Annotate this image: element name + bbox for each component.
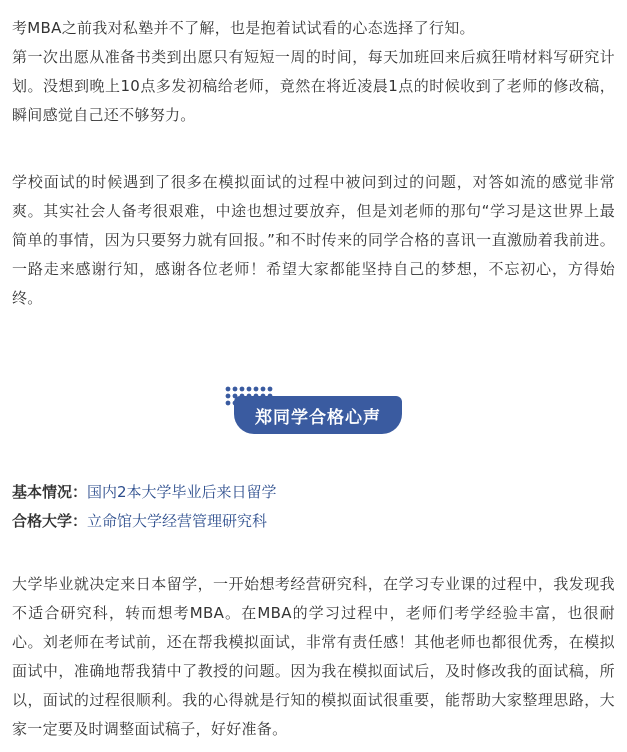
admitted-school-value: 立命馆大学经营管理研究科 <box>87 512 268 530</box>
paragraph-testimonial: 大学毕业就决定来日本留学，一开始想考经营研究科，在学习专业课的过程中，我发现我不适合研究科，转而想考MBA。在MBA的学习过程中，老师们考学经验丰富，也很耐心。刘老师在考试前，还在帮我模拟面试，非常有责任感！其他老师也都很优秀，在模拟面试中，准确地帮我猜中了教授的问题。因为我在模拟面试后，及时修改我的面试稿，所以，面试的过程很顺利。我的心得就是行知的模拟面试很重要，能帮助大家整理思路，大家一定要及时调整面试稿子，好好准备。 <box>12 575 615 738</box>
paragraph-interview: 学校面试的时候遇到了很多在模拟面试的过程中被问到过的问题，对答如流的感觉非常爽。其实社会人备考很艰难，中途也想过要放弃，但是刘老师的那句“学习是这世界上最简单的事情，因为只要努力就有回报。”和不时传来的同学合格的喜讯一直激励着我前进。一路走来感谢行知，感谢各位老师！希望大家都能坚持自己的梦想，不忘初心，方得始终。 <box>12 173 615 307</box>
admitted-school-label: 合格大学： <box>12 512 88 530</box>
basic-info-label: 基本情况： <box>12 483 88 501</box>
basic-info-line <box>12 478 277 507</box>
admitted-school-line <box>12 507 267 536</box>
basic-info-value: 国内2本大学毕业后来日留学 <box>87 483 277 501</box>
paragraph-intro: 考MBA之前我对私塾并不了解，也是抱着试试看的心态选择了行知。 第一次出愿从准备书类到出愿只有短短一周的时间，每天加班回来后疯狂啃材料写研究计划。没想到晚上10点多发初稿给老师，竟然在将近凌晨1点的时候收到了老师的修改稿，瞬间感觉自己还不够努力。 <box>12 19 615 124</box>
section-title-banner: 郑同学合格心声 <box>234 396 402 434</box>
